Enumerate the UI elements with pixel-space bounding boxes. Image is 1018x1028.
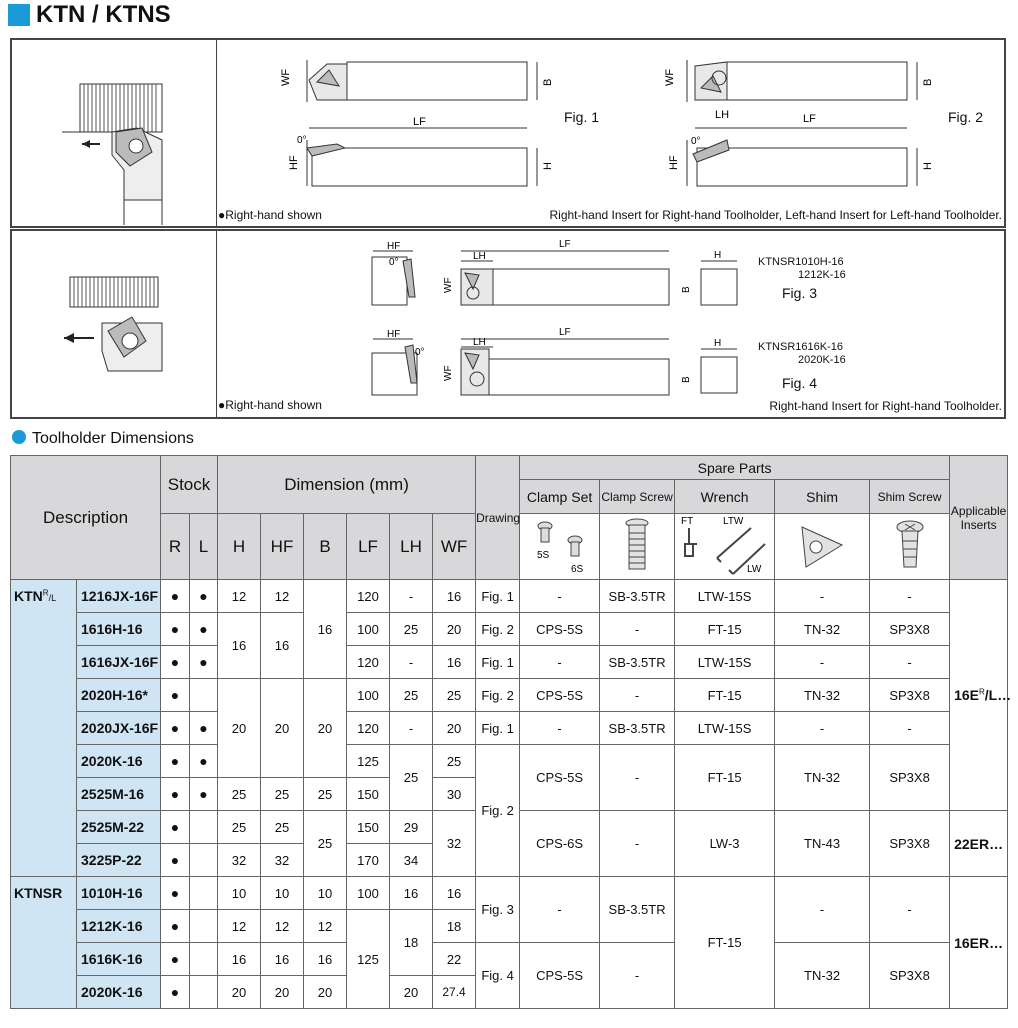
table-cell: 12 — [304, 910, 347, 943]
fig4-model-2: 2020K-16 — [798, 354, 846, 366]
table-cell: - — [390, 580, 433, 613]
table-cell: 125 — [347, 745, 390, 778]
table-cell: 34 — [390, 844, 433, 877]
table-cell: 20 — [304, 679, 347, 778]
table-cell: SP3X8 — [870, 943, 950, 1009]
table-cell: - — [390, 712, 433, 745]
table-cell: 16 — [433, 580, 476, 613]
table-cell: FT-15 — [675, 745, 775, 811]
table-cell: ● — [161, 844, 190, 877]
table-cell: 20 — [390, 976, 433, 1009]
th-description: Description — [11, 456, 161, 580]
th-h: H — [218, 514, 261, 580]
table-cell: ● — [161, 943, 190, 976]
table-row — [11, 943, 1008, 976]
fig4-hf-label: HF — [387, 329, 401, 340]
fig1-b-label: B — [542, 78, 554, 86]
table-cell: CPS-5S — [520, 745, 600, 811]
table-cell: TN-32 — [775, 613, 870, 646]
wrench-icon — [677, 514, 773, 576]
table-row — [11, 580, 1008, 613]
table-cell — [190, 679, 218, 712]
table-cell: Fig. 1 — [476, 580, 520, 613]
table-cell: - — [870, 646, 950, 679]
table-cell: 32 — [433, 811, 476, 877]
table-cell: FT-15 — [675, 679, 775, 712]
th-spare-parts: Spare Parts — [520, 456, 950, 480]
insert-note-1: Right-hand Insert for Right-hand Toolholder, Left-hand Insert for Left-hand Toolholder. — [549, 208, 1002, 222]
title-marker — [8, 4, 30, 26]
page-title: KTN / KTNS — [36, 1, 171, 28]
table-cell: SB-3.5TR — [600, 877, 675, 943]
table-cell: ● — [161, 877, 190, 910]
shim-icon-cell — [775, 514, 870, 580]
table-cell: - — [600, 811, 675, 877]
table-cell: - — [520, 877, 600, 943]
fig4-lf-label: LF — [559, 327, 571, 338]
table-cell: SP3X8 — [870, 613, 950, 646]
table-cell — [190, 844, 218, 877]
table-cell: - — [870, 877, 950, 943]
table-cell: 12 — [218, 910, 261, 943]
table-cell: TN-32 — [775, 943, 870, 1009]
th-b: B — [304, 514, 347, 580]
table-cell: ● — [190, 646, 218, 679]
th-dimension: Dimension (mm) — [218, 456, 476, 514]
fig3-lf-label: LF — [559, 239, 571, 250]
shim-screw-icon — [890, 517, 930, 573]
table-cell: 25 — [390, 745, 433, 811]
table-cell: 120 — [347, 580, 390, 613]
table-cell: 25 — [218, 778, 261, 811]
table-cell: 100 — [347, 877, 390, 910]
table-cell: 1216JX-16F — [77, 580, 161, 613]
table-cell: ● — [161, 745, 190, 778]
table-cell: SP3X8 — [870, 679, 950, 712]
table-cell: 2525M-16 — [77, 778, 161, 811]
table-cell: 1010H-16 — [77, 877, 161, 910]
table-cell: 32 — [218, 844, 261, 877]
table-cell: 27.4 — [433, 976, 476, 1009]
table-row — [11, 745, 1008, 778]
table-cell: SB-3.5TR — [600, 646, 675, 679]
fig4-b-label: B — [681, 376, 692, 383]
threading-illustration-2 — [12, 231, 212, 416]
th-l: L — [190, 514, 218, 580]
th-hf: HF — [261, 514, 304, 580]
fig3-b-label: B — [681, 286, 692, 293]
table-cell: 16 — [261, 943, 304, 976]
table-cell: - — [775, 712, 870, 745]
table-cell: 29 — [390, 811, 433, 844]
fig3-model-2: 1212K-16 — [798, 269, 846, 281]
fig2-b-label: B — [922, 78, 934, 86]
table-cell: ● — [161, 679, 190, 712]
fig2-h-label: H — [922, 162, 934, 170]
table-cell: 10 — [261, 877, 304, 910]
table-cell: ● — [161, 646, 190, 679]
svg-text:LW: LW — [746, 564, 761, 575]
svg-text:5S: 5S — [536, 550, 549, 561]
table-cell: - — [775, 877, 870, 943]
fig4-lh-label: LH — [473, 337, 486, 348]
table-cell: 20 — [261, 976, 304, 1009]
th-lh: LH — [390, 514, 433, 580]
table-cell: 25 — [261, 778, 304, 811]
table-cell: - — [520, 646, 600, 679]
fig4-model-1: KTNSR1616K-16 — [758, 341, 843, 353]
table-cell: 16 — [218, 613, 261, 679]
fig3-wf-label: WF — [443, 277, 454, 293]
wrench-icon-cell — [675, 514, 775, 580]
svg-text:6S: 6S — [570, 564, 583, 575]
table-cell: 25 — [433, 745, 476, 778]
clamp-set-icon-cell — [520, 514, 600, 580]
right-hand-note-2: ●Right-hand shown — [218, 398, 322, 412]
table-cell: CPS-6S — [520, 811, 600, 877]
group-ktnsr: KTNSR — [11, 877, 77, 1009]
table-cell: 1616JX-16F — [77, 646, 161, 679]
table-cell: 32 — [261, 844, 304, 877]
table-cell: Fig. 1 — [476, 712, 520, 745]
table-cell: 2525M-22 — [77, 811, 161, 844]
table-cell: 12 — [261, 580, 304, 613]
table-row — [11, 712, 1008, 745]
table-cell: - — [600, 943, 675, 1009]
table-cell: LTW-15S — [675, 712, 775, 745]
table-cell: ● — [190, 745, 218, 778]
figure-1-2-drawings — [217, 40, 1007, 225]
table-cell — [190, 976, 218, 1009]
fig4-zero-label: 0° — [415, 347, 425, 358]
th-r: R — [161, 514, 190, 580]
diagram-panel-ktn — [10, 38, 1006, 228]
table-cell: Fig. 2 — [476, 613, 520, 646]
table-cell: 16 — [433, 877, 476, 910]
table-cell: ● — [190, 580, 218, 613]
table-cell: FT-15 — [675, 613, 775, 646]
table-cell: - — [520, 712, 600, 745]
fig4-label: Fig. 4 — [782, 375, 818, 391]
diagram-panel-ktnsr — [10, 229, 1006, 419]
fig3-model-1: KTNSR1010H-16 — [758, 256, 844, 268]
table-cell: 16 — [433, 646, 476, 679]
table-cell: 22 — [433, 943, 476, 976]
table-cell: ● — [190, 778, 218, 811]
table-cell — [190, 811, 218, 844]
table-cell: SB-3.5TR — [600, 580, 675, 613]
table-cell: 10 — [304, 877, 347, 910]
table-cell: 25 — [304, 778, 347, 811]
table-cell: 2020H-16* — [77, 679, 161, 712]
fig2-label: Fig. 2 — [948, 109, 984, 125]
table-cell: Fig. 2 — [476, 679, 520, 712]
table-cell: 20 — [433, 613, 476, 646]
table-cell: 25 — [390, 679, 433, 712]
shim-screw-icon-cell — [870, 514, 950, 580]
table-cell: 20 — [218, 976, 261, 1009]
svg-text:LTW: LTW — [722, 516, 743, 527]
table-cell: LW-3 — [675, 811, 775, 877]
table-cell: 1616K-16 — [77, 943, 161, 976]
table-cell: LTW-15S — [675, 580, 775, 613]
table-cell: 120 — [347, 646, 390, 679]
table-cell: 1212K-16 — [77, 910, 161, 943]
table-cell: 16 — [304, 943, 347, 976]
figure-3-4-drawings — [217, 231, 1007, 416]
fig3-h-label: H — [714, 250, 722, 261]
table-cell: LTW-15S — [675, 646, 775, 679]
table-cell: - — [520, 580, 600, 613]
table-cell: 150 — [347, 811, 390, 844]
table-row — [11, 613, 1008, 646]
fig1-label: Fig. 1 — [564, 109, 600, 125]
table-row — [11, 877, 1008, 910]
table-cell: - — [870, 580, 950, 613]
table-cell: 16 — [304, 580, 347, 679]
table-cell: 100 — [347, 679, 390, 712]
threading-illustration-1 — [12, 40, 212, 225]
table-cell: 25 — [433, 679, 476, 712]
table-cell: 16 — [218, 943, 261, 976]
table-cell: 20 — [433, 712, 476, 745]
table-cell: ● — [161, 712, 190, 745]
fig2-zero-label: 0° — [691, 136, 701, 147]
table-cell: 12 — [261, 910, 304, 943]
table-cell: 120 — [347, 712, 390, 745]
table-cell: Fig. 1 — [476, 646, 520, 679]
table-cell: - — [600, 679, 675, 712]
table-cell — [190, 943, 218, 976]
table-cell: 30 — [433, 778, 476, 811]
table-cell: 18 — [433, 910, 476, 943]
table-cell: CPS-5S — [520, 613, 600, 646]
th-applicable: Applicable Inserts — [950, 456, 1008, 580]
table-cell — [190, 910, 218, 943]
fig3-label: Fig. 3 — [782, 285, 818, 301]
shim-icon — [792, 517, 852, 573]
table-cell: ● — [161, 778, 190, 811]
table-cell: CPS-5S — [520, 943, 600, 1009]
fig2-lh-label: LH — [715, 109, 730, 121]
table-cell: TN-32 — [775, 679, 870, 712]
table-cell: 170 — [347, 844, 390, 877]
th-wf: WF — [433, 514, 476, 580]
table-cell: 12 — [218, 580, 261, 613]
fig4-wf-label: WF — [443, 365, 454, 381]
table-cell: - — [600, 613, 675, 646]
fig3-lh-label: LH — [473, 251, 486, 262]
th-shim-screw: Shim Screw — [870, 480, 950, 514]
table-cell: 2020K-16 — [77, 976, 161, 1009]
table-cell: 2020JX-16F — [77, 712, 161, 745]
table-cell: Fig. 2 — [476, 745, 520, 877]
table-cell: 3225P-22 — [77, 844, 161, 877]
table-cell — [190, 877, 218, 910]
table-cell: ● — [161, 580, 190, 613]
fig1-zero-label: 0° — [297, 135, 307, 146]
section-bullet-icon — [12, 430, 26, 444]
clamp-screw-icon — [617, 515, 657, 575]
fig2-hf-label: HF — [668, 155, 680, 170]
table-cell: 10 — [218, 877, 261, 910]
table-cell: ● — [161, 976, 190, 1009]
fig1-wf-label: WF — [280, 68, 292, 86]
table-cell: 18 — [390, 910, 433, 976]
table-cell: 100 — [347, 613, 390, 646]
table-row — [11, 646, 1008, 679]
table-cell: 2020K-16 — [77, 745, 161, 778]
table-cell: - — [390, 646, 433, 679]
table-cell: - — [870, 712, 950, 745]
clamp-set-icon — [521, 514, 599, 576]
table-cell: 16 — [261, 613, 304, 679]
fig1-hf-label: HF — [288, 155, 300, 170]
fig3-hf-label: HF — [387, 241, 401, 252]
fig2-lf-label: LF — [803, 113, 816, 125]
th-clamp-screw: Clamp Screw — [600, 480, 675, 514]
table-cell: 125 — [347, 910, 390, 1009]
table-cell: 20 — [261, 679, 304, 778]
fig2-wf-label: WF — [664, 68, 676, 86]
table-cell: - — [775, 580, 870, 613]
fig3-zero-label: 0° — [389, 257, 399, 268]
table-cell: SP3X8 — [870, 811, 950, 877]
table-cell: 25 — [304, 811, 347, 877]
table-cell: - — [775, 646, 870, 679]
table-cell: CPS-5S — [520, 679, 600, 712]
clamp-screw-icon-cell — [600, 514, 675, 580]
table-cell: 20 — [304, 976, 347, 1009]
table-cell: 25 — [390, 613, 433, 646]
th-shim: Shim — [775, 480, 870, 514]
th-lf: LF — [347, 514, 390, 580]
right-hand-note-1: ●Right-hand shown — [218, 208, 322, 222]
table-cell: 1616H-16 — [77, 613, 161, 646]
insert-note-2: Right-hand Insert for Right-hand Toolholder. — [769, 399, 1002, 413]
toolholder-dimensions-table — [10, 455, 1012, 1009]
table-cell: 20 — [218, 679, 261, 778]
table-cell: 25 — [218, 811, 261, 844]
group-ktn: $KTN^R/L$ — [11, 580, 77, 877]
table-cell: 150 — [347, 778, 390, 811]
fig1-lf-label: LF — [413, 116, 426, 128]
table-cell: ● — [190, 712, 218, 745]
table-cell: TN-43 — [775, 811, 870, 877]
table-cell: TN-32 — [775, 745, 870, 811]
applicable-insert-16e: $16E^R/L\dots$ — [950, 580, 1008, 811]
table-cell: 25 — [261, 811, 304, 844]
table-cell: FT-15 — [675, 877, 775, 1009]
table-cell: ● — [190, 613, 218, 646]
th-wrench: Wrench — [675, 480, 775, 514]
table-cell: Fig. 3 — [476, 877, 520, 943]
table-cell: Fig. 4 — [476, 943, 520, 1009]
svg-text:FT: FT — [680, 516, 693, 527]
table-cell: - — [600, 745, 675, 811]
applicable-insert-16er: 16ER… — [950, 877, 1008, 1009]
th-clamp-set: Clamp Set — [520, 480, 600, 514]
fig1-h-label: H — [542, 162, 554, 170]
table-cell: ● — [161, 910, 190, 943]
section-title: Toolholder Dimensions — [12, 430, 194, 448]
table-cell: 16 — [390, 877, 433, 910]
table-cell: SP3X8 — [870, 745, 950, 811]
th-drawing: Drawing — [476, 456, 520, 580]
table-cell: ● — [161, 613, 190, 646]
table-row — [11, 679, 1008, 712]
fig4-h-label: H — [714, 338, 722, 349]
table-cell: ● — [161, 811, 190, 844]
applicable-insert-22er: 22ER… — [950, 811, 1008, 877]
th-stock: Stock — [161, 456, 218, 514]
table-cell: SB-3.5TR — [600, 712, 675, 745]
